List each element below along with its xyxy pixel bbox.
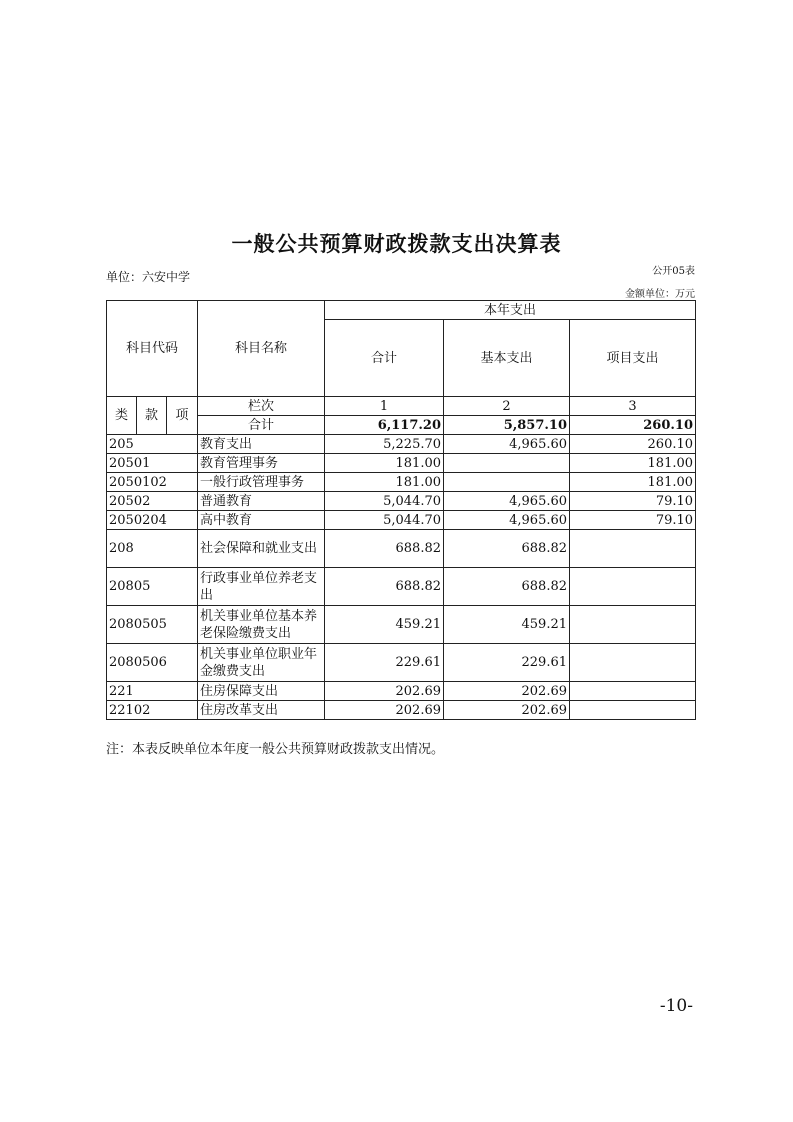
header-name: 科目名称 <box>198 301 325 397</box>
row-project <box>570 568 696 606</box>
row-project: 79.10 <box>570 511 696 530</box>
header-xiang: 项 <box>167 397 198 435</box>
row-basic: 4,965.60 <box>444 492 570 511</box>
total-label: 合计 <box>198 416 325 435</box>
row-code: 20502 <box>107 492 198 511</box>
row-total: 202.69 <box>325 701 444 720</box>
row-basic: 459.21 <box>444 606 570 644</box>
document-title: 一般公共预算财政拨款支出决算表 <box>231 232 562 256</box>
table-row <box>107 492 696 511</box>
header-lei: 类 <box>107 397 137 435</box>
row-total: 229.61 <box>325 644 444 682</box>
row-code: 208 <box>107 530 198 568</box>
row-name: 教育支出 <box>198 435 325 454</box>
table-row <box>107 606 696 644</box>
table-row <box>107 473 696 492</box>
row-name: 一般行政管理事务 <box>198 473 325 492</box>
row-project <box>570 682 696 701</box>
header-num2: 2 <box>444 397 570 416</box>
row-project: 260.10 <box>570 435 696 454</box>
header-total: 合计 <box>325 320 444 397</box>
row-project <box>570 701 696 720</box>
row-total: 181.00 <box>325 454 444 473</box>
row-code: 205 <box>107 435 198 454</box>
header-basic: 基本支出 <box>444 320 570 397</box>
form-number: 公开05表 <box>652 266 695 277</box>
row-name: 普通教育 <box>198 492 325 511</box>
table-row <box>107 682 696 701</box>
row-code: 20501 <box>107 454 198 473</box>
header-num3: 3 <box>570 397 696 416</box>
row-basic: 202.69 <box>444 682 570 701</box>
header-group: 本年支出 <box>325 301 696 320</box>
row-code: 2050204 <box>107 511 198 530</box>
page-number: -10- <box>659 996 693 1016</box>
table-note: 注：本表反映单位本年度一般公共预算财政拨款支出情况。 <box>106 742 445 757</box>
row-project <box>570 530 696 568</box>
row-project: 181.00 <box>570 454 696 473</box>
row-code: 221 <box>107 682 198 701</box>
row-total: 459.21 <box>325 606 444 644</box>
row-code: 22102 <box>107 701 198 720</box>
table-row <box>107 568 696 606</box>
total-basic: 5,857.10 <box>444 416 570 435</box>
table-body <box>107 435 696 720</box>
row-project: 79.10 <box>570 492 696 511</box>
row-total: 5,225.70 <box>325 435 444 454</box>
row-total: 202.69 <box>325 682 444 701</box>
row-basic: 229.61 <box>444 644 570 682</box>
row-basic: 688.82 <box>444 530 570 568</box>
row-basic <box>444 473 570 492</box>
table-header <box>107 301 696 435</box>
row-basic: 202.69 <box>444 701 570 720</box>
table-row <box>107 454 696 473</box>
table-row <box>107 701 696 720</box>
amount-unit: 金额单位：万元 <box>625 289 695 300</box>
budget-table <box>106 300 696 720</box>
header-num1: 1 <box>325 397 444 416</box>
total-total: 6,117.20 <box>325 416 444 435</box>
table-row <box>107 644 696 682</box>
row-project <box>570 644 696 682</box>
header-code: 科目代码 <box>107 301 198 397</box>
unit-label: 单位：六安中学 <box>106 270 191 284</box>
total-project: 260.10 <box>570 416 696 435</box>
row-name: 住房保障支出 <box>198 682 325 701</box>
row-project <box>570 606 696 644</box>
row-total: 5,044.70 <box>325 511 444 530</box>
row-name: 住房改革支出 <box>198 701 325 720</box>
row-name: 行政事业单位养老支出 <box>198 568 325 606</box>
row-basic: 688.82 <box>444 568 570 606</box>
row-total: 181.00 <box>325 473 444 492</box>
header-lanci: 栏次 <box>198 397 325 416</box>
row-name: 高中教育 <box>198 511 325 530</box>
row-total: 688.82 <box>325 568 444 606</box>
header-kuan: 款 <box>137 397 167 435</box>
row-name: 社会保障和就业支出 <box>198 530 325 568</box>
table-row <box>107 511 696 530</box>
row-code: 2080505 <box>107 606 198 644</box>
table-row <box>107 530 696 568</box>
row-name: 机关事业单位基本养老保险缴费支出 <box>198 606 325 644</box>
row-basic: 4,965.60 <box>444 511 570 530</box>
row-total: 5,044.70 <box>325 492 444 511</box>
table-row <box>107 435 696 454</box>
row-basic <box>444 454 570 473</box>
row-project: 181.00 <box>570 473 696 492</box>
header-project: 项目支出 <box>570 320 696 397</box>
row-total: 688.82 <box>325 530 444 568</box>
row-code: 2050102 <box>107 473 198 492</box>
row-code: 2080506 <box>107 644 198 682</box>
row-code: 20805 <box>107 568 198 606</box>
row-basic: 4,965.60 <box>444 435 570 454</box>
row-name: 教育管理事务 <box>198 454 325 473</box>
row-name: 机关事业单位职业年金缴费支出 <box>198 644 325 682</box>
